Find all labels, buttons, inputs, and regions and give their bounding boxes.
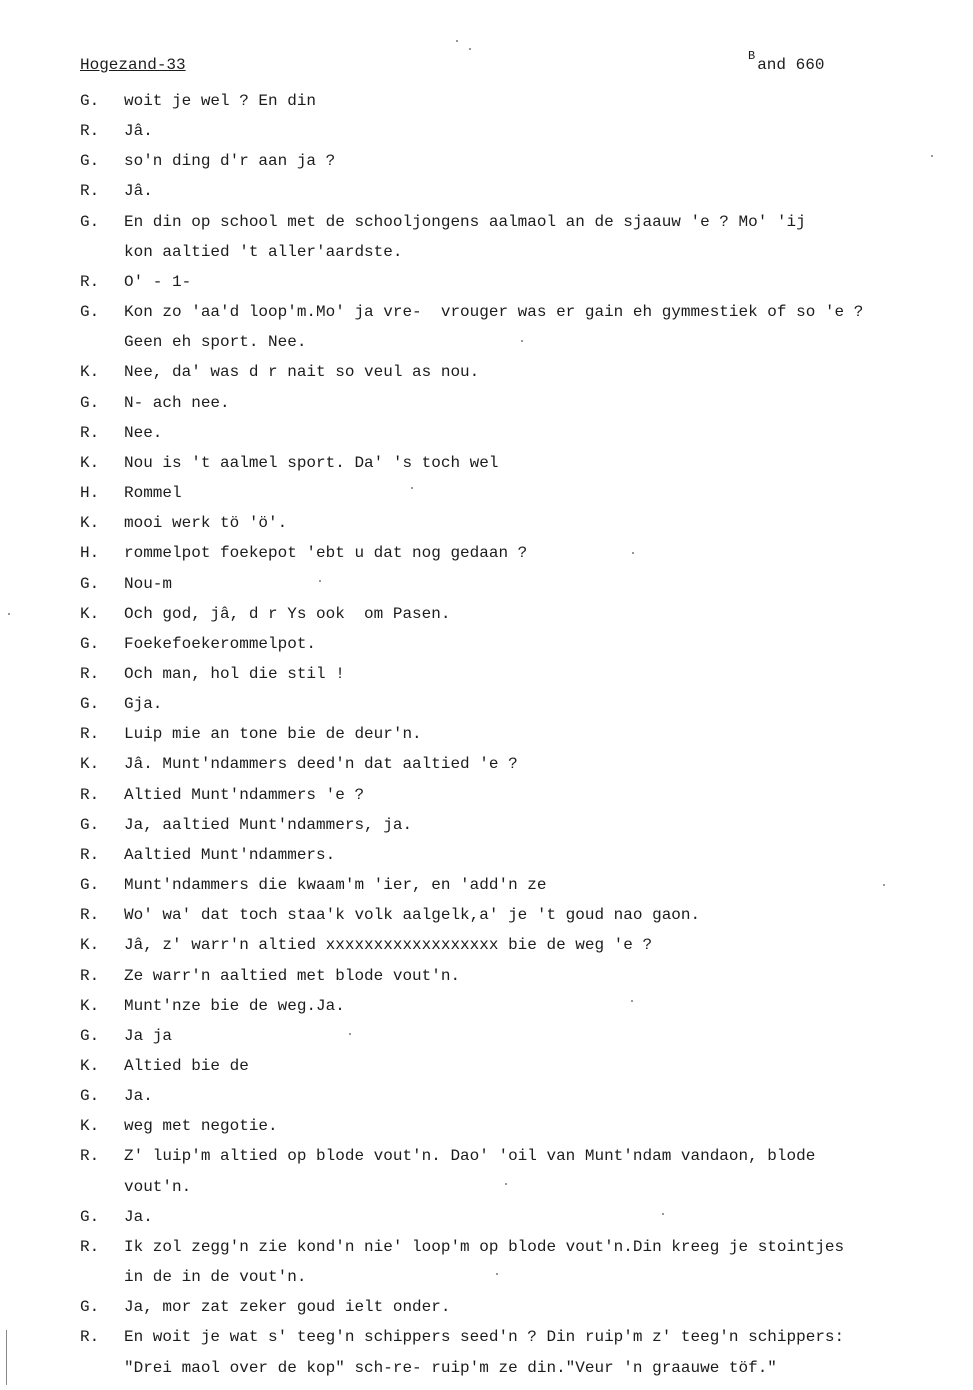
transcript-line xyxy=(80,569,965,599)
transcript-line xyxy=(80,840,965,870)
speaker-label: R. xyxy=(80,272,100,291)
utterance-text: Altied Munt'ndammers 'e ? xyxy=(124,785,365,804)
utterance-text: Ja, aaltied Munt'ndammers, ja. xyxy=(124,815,413,834)
utterance-text: Kon zo 'aa'd loop'm.Mo' ja vre- vrouger was er gain eh gymmestiek of so 'e ? xyxy=(124,303,864,322)
utterance-text: woit je wel ? En din xyxy=(124,92,317,110)
transcript-line xyxy=(80,267,965,297)
speck xyxy=(505,1183,507,1185)
utterance-text: Jâ. Munt'ndammers deed'n dat aaltied 'e ? xyxy=(124,755,518,774)
utterance-text: vout'n. xyxy=(124,1177,192,1196)
utterance-text: Rommel xyxy=(124,484,182,503)
utterance-text: Och man, hol die stil ! xyxy=(124,664,345,683)
speaker-label: G. xyxy=(80,152,100,171)
transcript-line xyxy=(80,870,965,900)
utterance-text: Ja. xyxy=(124,1207,153,1226)
transcript-line xyxy=(80,629,965,659)
transcript-line xyxy=(80,1262,965,1292)
transcript-line xyxy=(80,719,965,749)
transcript-line xyxy=(80,900,965,930)
speck xyxy=(883,884,885,886)
speck xyxy=(8,613,10,615)
speaker-label: K. xyxy=(80,996,100,1015)
utterance-text: Geen eh sport. Nee. xyxy=(124,333,307,352)
speaker-label: G. xyxy=(80,695,100,714)
transcript-line xyxy=(80,448,965,478)
transcript-line xyxy=(80,1111,965,1141)
speaker-label: R. xyxy=(80,664,100,683)
utterance-text: rommelpot foekepot 'ebt u dat nog gedaan ? xyxy=(124,544,528,563)
utterance-text: N- ach nee. xyxy=(124,393,230,412)
transcript-line xyxy=(80,1081,965,1111)
speaker-label: K. xyxy=(80,755,100,774)
transcript-line xyxy=(80,176,965,206)
utterance-text: Munt'ndammers die kwaam'm 'ier, en 'add'n ze xyxy=(124,876,547,895)
transcript-line xyxy=(80,1051,965,1081)
speaker-label: R. xyxy=(80,725,100,744)
speaker-label: G. xyxy=(80,212,100,231)
transcript-line xyxy=(80,207,965,237)
utterance-text: Jâ. xyxy=(124,122,153,141)
speaker-label: H. xyxy=(80,544,100,563)
margin-mark xyxy=(6,1330,7,1385)
speaker-label: R. xyxy=(80,845,100,864)
speaker-label: G. xyxy=(80,1087,100,1106)
utterance-text: Nou-m xyxy=(124,574,173,593)
utterance-text: Jâ. xyxy=(124,182,153,201)
transcript-line xyxy=(80,146,965,176)
speaker-label: R. xyxy=(80,423,100,442)
speck xyxy=(931,155,933,157)
utterance-text: Ja ja xyxy=(124,1026,173,1045)
utterance-text: so'n ding d'r aan ja ? xyxy=(124,152,336,171)
speaker-label: G. xyxy=(80,634,100,653)
band-label: and 660 xyxy=(757,56,825,74)
utterance-text: Aaltied Munt'ndammers. xyxy=(124,845,336,864)
transcript-line xyxy=(80,327,965,357)
speck xyxy=(349,1033,351,1035)
transcript-line xyxy=(80,780,965,810)
transcript-line xyxy=(80,1172,965,1202)
utterance-text: Nee. xyxy=(124,423,163,442)
speaker-label: K. xyxy=(80,363,100,382)
speck xyxy=(521,340,523,342)
band-number xyxy=(748,49,825,74)
speaker-label: G. xyxy=(80,876,100,895)
transcript-line xyxy=(80,116,965,146)
speck xyxy=(319,580,321,582)
utterance-text: mooi werk tö 'ö'. xyxy=(124,514,288,533)
speaker-label: K. xyxy=(80,604,100,623)
utterance-text: Z' luip'm altied op blode vout'n. Dao' 'oil van Munt'ndam vandaon, blode xyxy=(124,1147,816,1166)
transcript-line xyxy=(80,659,965,689)
utterance-text: Ja. xyxy=(124,1087,153,1106)
utterance-text: Munt'nze bie de weg.Ja. xyxy=(124,996,345,1015)
speaker-label: G. xyxy=(80,1026,100,1045)
speaker-label: G. xyxy=(80,393,100,412)
transcript-line xyxy=(80,1292,965,1322)
utterance-text: Gja. xyxy=(124,695,163,714)
speaker-label: K. xyxy=(80,1057,100,1075)
utterance-text: O' - 1- xyxy=(124,272,192,291)
speck xyxy=(662,1213,664,1215)
speaker-label: R. xyxy=(80,906,100,925)
speck xyxy=(496,1273,498,1275)
transcript-line xyxy=(80,418,965,448)
speaker-label: H. xyxy=(80,484,100,503)
utterance-text: Jâ, z' warr'n altied xxxxxxxxxxxxxxxxxx bie de weg 'e ? xyxy=(124,936,653,955)
transcript-line xyxy=(80,357,965,387)
transcript-line xyxy=(80,1353,965,1383)
utterance-text: "Drei maol over de kop" sch-re- ruip'm ze din."Veur 'n graauwe töf." xyxy=(124,1358,777,1377)
speaker-label: G. xyxy=(80,303,100,322)
transcript-line xyxy=(80,297,965,327)
transcript-line xyxy=(80,689,965,719)
utterance-text: En din op school met de schooljongens aalmaol an de sjaauw 'e ? Mo' 'ij xyxy=(124,212,806,231)
speaker-label: G. xyxy=(80,574,100,593)
utterance-text: Luip mie an tone bie de deur'n. xyxy=(124,725,422,744)
transcript-line xyxy=(80,930,965,960)
speaker-label: R. xyxy=(80,966,100,985)
utterance-text: in de in de vout'n. xyxy=(124,1268,307,1287)
speaker-label: R. xyxy=(80,182,100,201)
utterance-text: Nee, da' was d r nait so veul as nou. xyxy=(124,363,480,382)
utterance-text: En woit je wat s' teeg'n schippers seed'n ? Din ruip'm z' teeg'n schippers: xyxy=(124,1328,845,1347)
speaker-label: R. xyxy=(80,1237,100,1256)
transcript-line xyxy=(80,1322,965,1352)
utterance-text: Altied bie de xyxy=(124,1057,249,1075)
speaker-label: K. xyxy=(80,453,100,472)
utterance-text: Ja, mor zat zeker goud ielt onder. xyxy=(124,1298,451,1317)
utterance-text: Nou is 't aalmel sport. Da' 's toch wel xyxy=(124,453,499,472)
transcript-line xyxy=(80,599,965,629)
transcript-lines xyxy=(80,86,965,1383)
speck xyxy=(632,552,634,554)
transcript-line xyxy=(80,1202,965,1232)
transcript-line xyxy=(80,538,965,568)
utterance-text: Ik zol zegg'n zie kond'n nie' loop'm op blode vout'n.Din kreeg je stointjes xyxy=(124,1237,845,1256)
speaker-label: G. xyxy=(80,1298,100,1317)
transcript-line xyxy=(80,508,965,538)
speaker-label: R. xyxy=(80,122,100,141)
band-handwritten-mark: B xyxy=(748,49,756,63)
speck xyxy=(456,40,458,42)
document-title: Hogezand-33 xyxy=(80,56,186,74)
speck xyxy=(469,48,471,50)
transcript-line xyxy=(80,1232,965,1262)
speaker-label: G. xyxy=(80,92,100,110)
utterance-text: Foekefoekerommelpot. xyxy=(124,634,317,653)
speaker-label: R. xyxy=(80,1147,100,1166)
utterance-text: kon aaltied 't aller'aardste. xyxy=(124,242,403,261)
speaker-label: K. xyxy=(80,514,100,533)
transcript-line xyxy=(80,810,965,840)
speaker-label: G. xyxy=(80,815,100,834)
transcript-line xyxy=(80,388,965,418)
transcript-line xyxy=(80,237,965,267)
utterance-text: Ze warr'n aaltied met blode vout'n. xyxy=(124,966,461,985)
transcript-line xyxy=(80,961,965,991)
transcript-line xyxy=(80,1021,965,1051)
speck xyxy=(411,487,413,489)
speck xyxy=(631,1000,633,1002)
speaker-label: R. xyxy=(80,1328,100,1347)
utterance-text: Wo' wa' dat toch staa'k volk aalgelk,a' je 't goud nao gaon. xyxy=(124,906,701,925)
speaker-label: K. xyxy=(80,936,100,955)
utterance-text: Och god, jâ, d r Ys ook om Pasen. xyxy=(124,604,451,623)
transcript-line xyxy=(80,991,965,1021)
speaker-label: K. xyxy=(80,1117,100,1136)
transcript-line xyxy=(80,1141,965,1171)
transcript-line xyxy=(80,86,965,116)
transcript-line xyxy=(80,749,965,779)
transcript-line xyxy=(80,478,965,508)
speaker-label: G. xyxy=(80,1207,100,1226)
utterance-text: weg met negotie. xyxy=(124,1117,278,1136)
speaker-label: R. xyxy=(80,785,100,804)
